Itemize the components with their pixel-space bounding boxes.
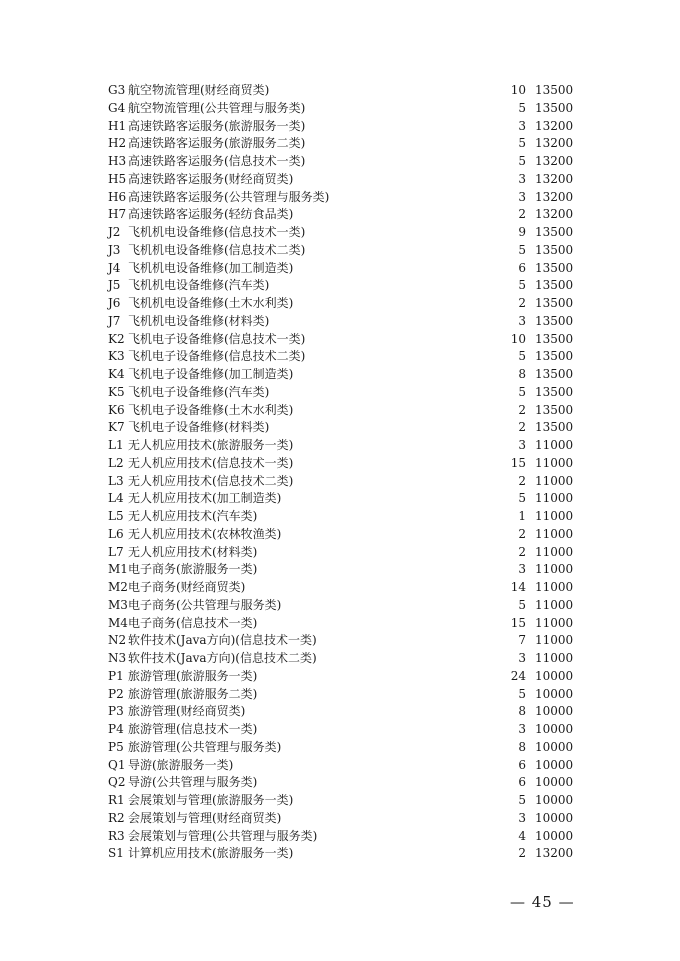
program-name: 计算机应用技术(旅游服务一类) — [128, 846, 294, 861]
program-code: L6 — [108, 526, 124, 541]
enrollment-count: 3 — [518, 118, 526, 133]
tuition-fee: 10000 — [535, 757, 574, 772]
program-name: 旅游管理(旅游服务一类) — [128, 668, 258, 683]
program-code: J5 — [108, 278, 121, 293]
list-item — [108, 561, 578, 579]
list-item — [108, 384, 578, 402]
list-item — [108, 828, 578, 846]
tuition-fee: 11000 — [535, 633, 574, 648]
list-item — [108, 739, 578, 757]
program-list — [108, 82, 578, 863]
list-item — [108, 774, 578, 792]
program-name: 高速铁路客运服务(轻纺食品类) — [128, 207, 294, 222]
list-item — [108, 810, 578, 828]
enrollment-count: 5 — [518, 491, 526, 506]
tuition-fee: 10000 — [535, 793, 574, 807]
list-item — [108, 295, 578, 313]
list-item — [108, 668, 578, 686]
tuition-fee: 13500 — [535, 278, 574, 293]
program-name: 飞机机电设备维修(汽车类) — [128, 278, 270, 293]
list-item — [108, 455, 578, 473]
program-code: K3 — [108, 349, 125, 364]
list-item — [108, 366, 578, 384]
program-name: 飞机电子设备维修(材料类) — [128, 420, 270, 435]
list-item — [108, 171, 578, 189]
program-code: G3 — [108, 83, 126, 97]
program-code: M4 — [108, 615, 128, 630]
tuition-fee: 13500 — [535, 402, 574, 417]
tuition-fee: 10000 — [535, 810, 574, 825]
program-code: N2 — [108, 633, 127, 648]
program-code: H5 — [108, 171, 127, 186]
list-item — [108, 348, 578, 366]
list-item — [108, 153, 578, 171]
enrollment-count: 14 — [510, 580, 526, 594]
list-item — [108, 135, 578, 153]
program-name: 高速铁路客运服务(财经商贸类) — [128, 171, 294, 186]
program-name: 无人机应用技术(汽车类) — [128, 509, 258, 523]
program-code: M3 — [108, 597, 128, 612]
program-code: H3 — [108, 154, 127, 168]
program-code: S1 — [108, 846, 124, 861]
program-code: P4 — [108, 722, 124, 736]
list-item — [108, 206, 578, 224]
tuition-fee: 13500 — [535, 420, 574, 435]
enrollment-count: 5 — [518, 136, 526, 151]
tuition-fee: 13500 — [535, 367, 574, 381]
tuition-fee: 13500 — [535, 313, 574, 328]
program-name: 无人机应用技术(材料类) — [128, 544, 258, 559]
program-code: L7 — [108, 544, 124, 559]
program-name: 电子商务(旅游服务一类) — [128, 562, 258, 577]
tuition-fee: 13500 — [535, 83, 574, 97]
list-item — [108, 757, 578, 775]
program-name: 会展策划与管理(财经商贸类) — [128, 810, 282, 825]
program-name: 电子商务(信息技术一类) — [128, 615, 258, 630]
program-code: P1 — [108, 668, 124, 683]
program-name: 飞机机电设备维修(信息技术二类) — [128, 242, 306, 257]
enrollment-count: 15 — [510, 455, 526, 470]
program-name: 高速铁路客运服务(旅游服务一类) — [128, 118, 306, 133]
enrollment-count: 2 — [518, 420, 526, 435]
tuition-fee: 13500 — [535, 225, 574, 239]
program-code: K7 — [108, 420, 125, 435]
list-item — [108, 845, 578, 863]
program-name: 无人机应用技术(农林牧渔类) — [128, 526, 282, 541]
enrollment-count: 3 — [518, 562, 526, 577]
enrollment-count: 9 — [518, 225, 526, 239]
list-item — [108, 703, 578, 721]
tuition-fee: 13200 — [535, 846, 574, 861]
enrollment-count: 5 — [518, 100, 526, 115]
program-name: 旅游管理(财经商贸类) — [128, 704, 246, 719]
program-code: J3 — [108, 242, 121, 257]
program-code: J6 — [108, 296, 121, 310]
enrollment-count: 10 — [510, 331, 526, 346]
enrollment-count: 5 — [518, 349, 526, 364]
tuition-fee: 11000 — [535, 509, 574, 523]
enrollment-count: 2 — [518, 846, 526, 861]
program-name: 旅游管理(信息技术一类) — [128, 722, 258, 736]
enrollment-count: 24 — [510, 668, 526, 683]
enrollment-count: 6 — [518, 260, 526, 275]
list-item — [108, 526, 578, 544]
list-item — [108, 313, 578, 331]
enrollment-count: 5 — [518, 793, 526, 807]
program-code: P3 — [108, 704, 124, 719]
tuition-fee: 11000 — [535, 455, 574, 470]
enrollment-count: 3 — [518, 189, 526, 204]
list-item — [108, 490, 578, 508]
list-item — [108, 242, 578, 260]
list-item — [108, 615, 578, 633]
program-name: 电子商务(财经商贸类) — [128, 580, 246, 594]
enrollment-count: 4 — [518, 828, 526, 843]
tuition-fee: 13200 — [535, 189, 574, 204]
program-code: J2 — [108, 225, 121, 239]
program-name: 飞机机电设备维修(信息技术一类) — [128, 225, 306, 239]
enrollment-count: 3 — [518, 438, 526, 452]
program-code: L2 — [108, 455, 124, 470]
program-name: 软件技术(Java方向)(信息技术二类) — [128, 651, 317, 665]
program-name: 电子商务(公共管理与服务类) — [128, 597, 282, 612]
list-item — [108, 419, 578, 437]
program-code: G4 — [108, 100, 126, 115]
program-name: 飞机机电设备维修(材料类) — [128, 313, 270, 328]
program-code: L4 — [108, 491, 124, 506]
enrollment-count: 5 — [518, 384, 526, 399]
enrollment-count: 2 — [518, 207, 526, 222]
program-name: 无人机应用技术(加工制造类) — [128, 491, 282, 506]
list-item — [108, 579, 578, 597]
tuition-fee: 11000 — [535, 580, 574, 594]
program-name: 高速铁路客运服务(旅游服务二类) — [128, 136, 306, 151]
program-code: J4 — [108, 260, 121, 275]
program-name: 无人机应用技术(信息技术二类) — [128, 473, 294, 488]
program-code: R3 — [108, 828, 125, 843]
enrollment-count: 6 — [518, 775, 526, 790]
enrollment-count: 15 — [510, 615, 526, 630]
tuition-fee: 10000 — [535, 722, 574, 736]
list-item — [108, 792, 578, 810]
program-code: L1 — [108, 438, 124, 452]
program-code: R1 — [108, 793, 125, 807]
list-item — [108, 224, 578, 242]
enrollment-count: 3 — [518, 722, 526, 736]
program-code: H7 — [108, 207, 127, 222]
enrollment-count: 10 — [510, 83, 526, 97]
list-item — [108, 508, 578, 526]
program-name: 飞机电子设备维修(信息技术二类) — [128, 349, 306, 364]
program-code: H2 — [108, 136, 127, 151]
enrollment-count: 2 — [518, 402, 526, 417]
tuition-fee: 11000 — [535, 491, 574, 506]
tuition-fee: 11000 — [535, 438, 574, 452]
enrollment-count: 8 — [518, 367, 526, 381]
program-code: M1 — [108, 562, 128, 577]
enrollment-count: 5 — [518, 686, 526, 701]
program-name: 飞机电子设备维修(汽车类) — [128, 384, 270, 399]
program-name: 高速铁路客运服务(公共管理与服务类) — [128, 189, 330, 204]
tuition-fee: 13500 — [535, 100, 574, 115]
program-code: P2 — [108, 686, 124, 701]
tuition-fee: 13200 — [535, 136, 574, 151]
program-name: 飞机机电设备维修(土木水利类) — [128, 296, 294, 310]
list-item — [108, 650, 578, 668]
program-code: L5 — [108, 509, 124, 523]
tuition-fee: 11000 — [535, 562, 574, 577]
program-name: 飞机电子设备维修(土木水利类) — [128, 402, 294, 417]
program-code: K2 — [108, 331, 125, 346]
tuition-fee: 10000 — [535, 739, 574, 754]
enrollment-count: 3 — [518, 171, 526, 186]
program-code: Q1 — [108, 757, 126, 772]
tuition-fee: 13200 — [535, 154, 574, 168]
tuition-fee: 13500 — [535, 242, 574, 257]
tuition-fee: 13500 — [535, 296, 574, 310]
enrollment-count: 3 — [518, 651, 526, 665]
tuition-fee: 13500 — [535, 349, 574, 364]
tuition-fee: 13200 — [535, 171, 574, 186]
tuition-fee: 11000 — [535, 651, 574, 665]
list-item — [108, 118, 578, 136]
program-name: 无人机应用技术(旅游服务一类) — [128, 438, 294, 452]
enrollment-count: 1 — [518, 509, 526, 523]
tuition-fee: 13500 — [535, 384, 574, 399]
program-code: R2 — [108, 810, 125, 825]
program-code: M2 — [108, 580, 128, 594]
program-name: 航空物流管理(公共管理与服务类) — [128, 100, 306, 115]
enrollment-count: 5 — [518, 154, 526, 168]
program-name: 飞机电子设备维修(加工制造类) — [128, 367, 294, 381]
list-item — [108, 189, 578, 207]
program-code: N3 — [108, 651, 127, 665]
program-code: K5 — [108, 384, 125, 399]
list-item — [108, 331, 578, 349]
enrollment-count: 5 — [518, 597, 526, 612]
program-code: H1 — [108, 118, 127, 133]
program-name: 会展策划与管理(旅游服务一类) — [128, 793, 294, 807]
program-name: 软件技术(Java方向)(信息技术一类) — [128, 633, 317, 648]
program-code: H6 — [108, 189, 127, 204]
list-item — [108, 402, 578, 420]
tuition-fee: 11000 — [535, 526, 574, 541]
list-item — [108, 82, 578, 100]
list-item — [108, 277, 578, 295]
enrollment-count: 2 — [518, 544, 526, 559]
enrollment-count: 5 — [518, 242, 526, 257]
program-code: K6 — [108, 402, 125, 417]
enrollment-count: 7 — [518, 633, 526, 648]
program-name: 旅游管理(公共管理与服务类) — [128, 739, 282, 754]
tuition-fee: 11000 — [535, 544, 574, 559]
enrollment-count: 2 — [518, 526, 526, 541]
tuition-fee: 10000 — [535, 668, 574, 683]
list-item — [108, 437, 578, 455]
program-name: 航空物流管理(财经商贸类) — [128, 83, 270, 97]
program-code: K4 — [108, 367, 125, 381]
list-item — [108, 100, 578, 118]
tuition-fee: 11000 — [535, 473, 574, 488]
enrollment-count: 8 — [518, 704, 526, 719]
list-item — [108, 632, 578, 650]
enrollment-count: 3 — [518, 810, 526, 825]
tuition-fee: 11000 — [535, 597, 574, 612]
program-name: 飞机电子设备维修(信息技术一类) — [128, 331, 306, 346]
program-name: 旅游管理(旅游服务二类) — [128, 686, 258, 701]
tuition-fee: 10000 — [535, 775, 574, 790]
program-code: P5 — [108, 739, 124, 754]
enrollment-count: 8 — [518, 739, 526, 754]
page-number: — 45 — — [510, 893, 575, 911]
program-code: Q2 — [108, 775, 126, 790]
tuition-fee: 13200 — [535, 207, 574, 222]
program-code: L3 — [108, 473, 124, 488]
tuition-fee: 13200 — [535, 118, 574, 133]
tuition-fee: 10000 — [535, 828, 574, 843]
program-name: 导游(公共管理与服务类) — [128, 775, 258, 790]
program-name: 导游(旅游服务一类) — [128, 757, 234, 772]
tuition-fee: 10000 — [535, 686, 574, 701]
enrollment-count: 5 — [518, 278, 526, 293]
program-name: 会展策划与管理(公共管理与服务类) — [128, 828, 318, 843]
program-name: 飞机机电设备维修(加工制造类) — [128, 260, 294, 275]
list-item — [108, 597, 578, 615]
tuition-fee: 11000 — [535, 615, 574, 630]
tuition-fee: 13500 — [535, 260, 574, 275]
tuition-fee: 13500 — [535, 331, 574, 346]
list-item — [108, 473, 578, 491]
enrollment-count: 3 — [518, 313, 526, 328]
list-item — [108, 686, 578, 704]
list-item — [108, 544, 578, 562]
list-item — [108, 260, 578, 278]
enrollment-count: 6 — [518, 757, 526, 772]
list-item — [108, 721, 578, 739]
enrollment-count: 2 — [518, 473, 526, 488]
program-name: 高速铁路客运服务(信息技术一类) — [128, 154, 306, 168]
program-code: J7 — [108, 313, 121, 328]
program-name: 无人机应用技术(信息技术一类) — [128, 455, 294, 470]
enrollment-count: 2 — [518, 296, 526, 310]
tuition-fee: 10000 — [535, 704, 574, 719]
